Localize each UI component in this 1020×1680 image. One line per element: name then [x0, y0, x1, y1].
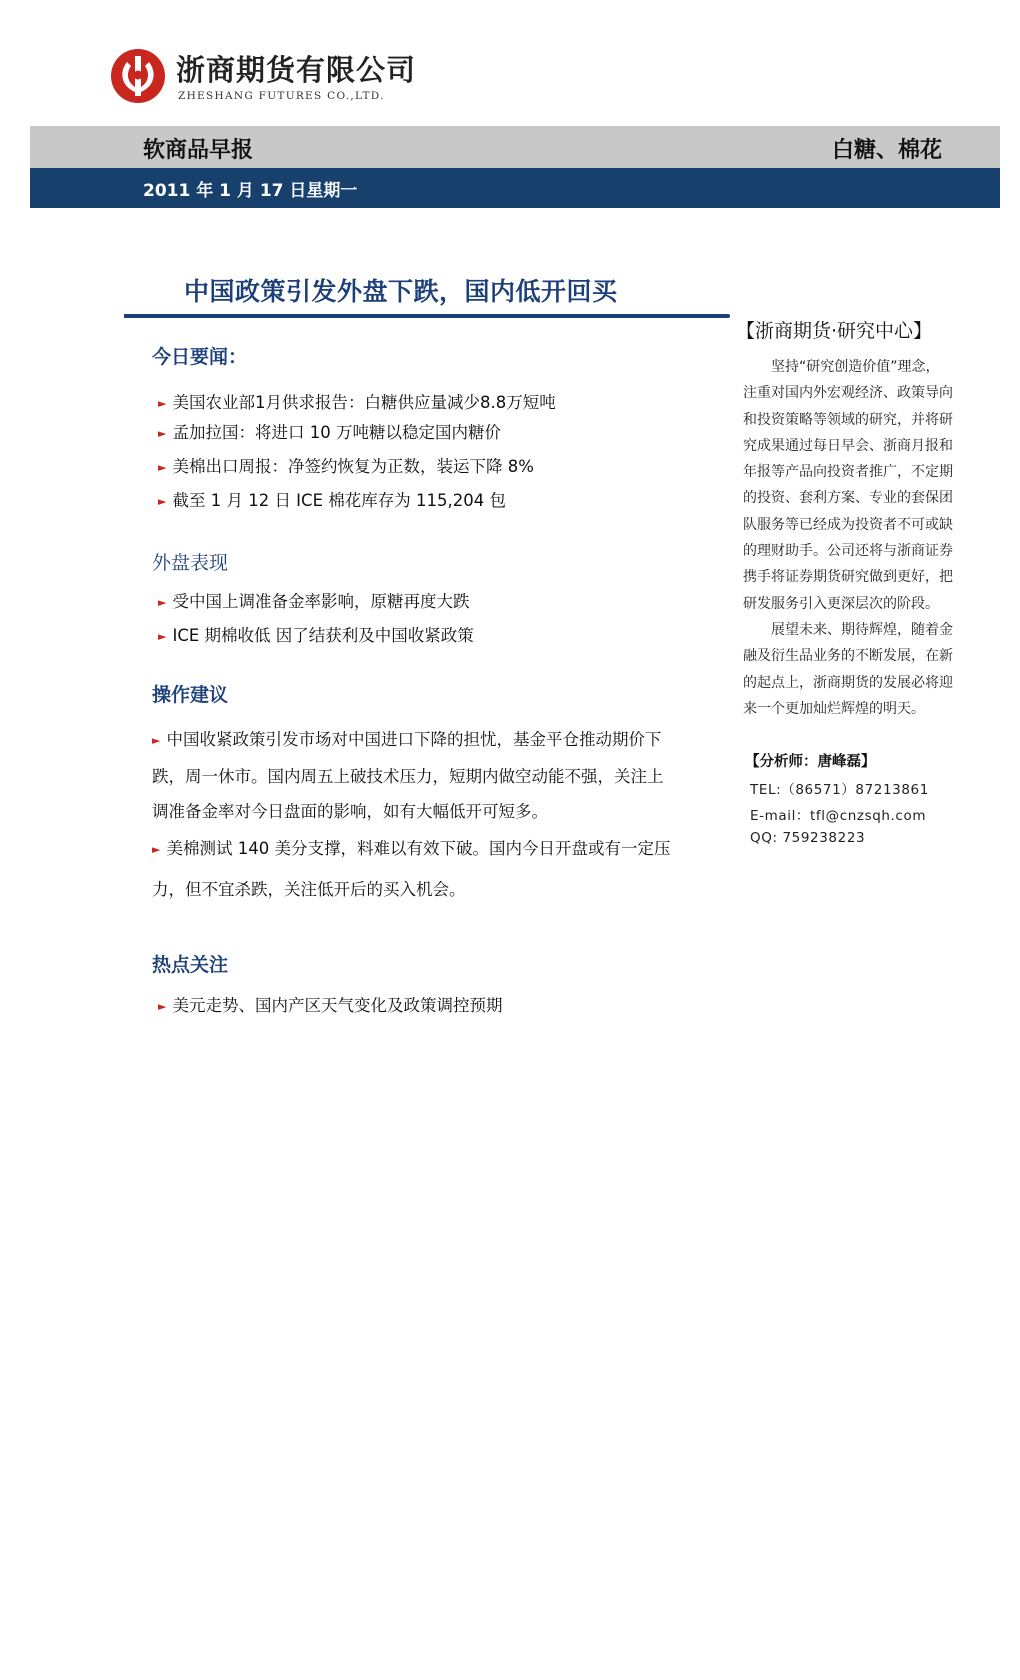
- header-blue-band: [30, 168, 1000, 208]
- company-logo-mark-icon: [110, 48, 166, 104]
- sidebar-line: 队服务等已经成为投资者不可或缺: [743, 516, 953, 533]
- external-item-text: ICE 期棉收低 因了结获利及中国收紧政策: [172, 626, 474, 645]
- sidebar-paragraph-1: [743, 354, 975, 617]
- list-item: [158, 992, 502, 1016]
- external-item-text: 受中国上调准备金率影响，原糖再度大跌: [172, 592, 470, 611]
- news-item-text: 美国农业部1月供求报告：白糖供应量减少8.8万短吨: [172, 393, 556, 412]
- section-title-news: 今日要闻：: [152, 346, 248, 368]
- headline-divider: [124, 314, 730, 318]
- list-item: [158, 487, 506, 511]
- bullet-arrow-icon: ►: [152, 734, 161, 747]
- bullet-arrow-icon: ►: [158, 461, 167, 474]
- sidebar-line: 融及衍生品业务的不断发展，在新: [743, 648, 953, 665]
- sidebar-line: 坚持“研究创造价值”理念，: [771, 359, 940, 375]
- list-item: [158, 588, 469, 612]
- sidebar-line: 年报等产品向投资者推广，不定期: [743, 464, 953, 481]
- analyst-qq: QQ: 759238223: [750, 830, 866, 846]
- section-title-advice: 操作建议: [152, 684, 229, 706]
- news-item-text: 美棉出口周报：净签约恢复为正数，装运下降 8%: [172, 457, 534, 476]
- bullet-arrow-icon: ►: [158, 596, 167, 609]
- advice-para2-line: [152, 829, 707, 870]
- analyst-email[interactable]: E-mail：tfl@cnzsqh.com: [750, 808, 927, 824]
- advice-para2-text: 美棉测试 140 美分支撑，料难以有效下破。国内今日开盘或有一定压: [166, 839, 671, 858]
- advice-paragraph-1: [152, 722, 707, 829]
- advice-para1-text: 中国收紧政策引发市场对中国进口下降的担忧，基金平仓推动期价下: [166, 730, 662, 749]
- analyst-tel: TEL:（86571）87213861: [750, 782, 929, 798]
- bullet-arrow-icon: ►: [158, 630, 167, 643]
- sidebar-line: 携手将证券期货研究做到更好，把: [743, 569, 953, 586]
- headline: 中国政策引发外盘下跌，国内低开回买: [184, 277, 618, 306]
- bullet-arrow-icon: ►: [158, 397, 167, 410]
- bullet-arrow-icon: ►: [152, 843, 161, 856]
- news-item-text: 孟加拉国：将进口 10 万吨糖以稳定国内糖价: [172, 423, 501, 442]
- advice-para1-line: [152, 722, 707, 759]
- sidebar-title: 【浙商期货·研究中心】: [736, 320, 933, 342]
- sidebar-line: 研发服务引入更深层次的阶段。: [743, 595, 939, 612]
- section-title-hot: 热点关注: [152, 954, 229, 976]
- list-item: [158, 389, 556, 413]
- list-item: [158, 622, 474, 646]
- report-commodities: 白糖、棉花: [831, 138, 942, 163]
- advice-paragraph-2: [152, 829, 707, 909]
- company-name-cn: 浙商期货有限公司: [176, 53, 417, 87]
- advice-para2-line: 力，但不宜杀跌，关注低开后的买入机会。: [152, 880, 466, 899]
- sidebar-line: 的投资、套利方案、专业的套保团: [743, 490, 953, 507]
- sidebar-line: 的起点上，浙商期货的发展必将迎: [743, 674, 953, 691]
- bullet-arrow-icon: ►: [158, 427, 167, 440]
- hot-item-text: 美元走势、国内产区天气变化及政策调控预期: [172, 996, 503, 1015]
- list-item: [158, 453, 534, 477]
- advice-para1-line: 跌，周一休市。国内周五上破技术压力，短期内做空动能不强，关注上: [152, 767, 664, 786]
- bullet-arrow-icon: ►: [158, 495, 167, 508]
- bullet-arrow-icon: ►: [158, 1000, 167, 1013]
- sidebar-line: 和投资策略等领域的研究，并将研: [743, 411, 953, 428]
- news-item-text: 截至 1 月 12 日 ICE 棉花库存为 115,204 包: [172, 491, 506, 510]
- sidebar-line: 注重对国内外宏观经济、政策导向: [743, 385, 953, 402]
- company-logo: [110, 46, 417, 108]
- sidebar-paragraph-2: [743, 617, 975, 722]
- header-gray-band: [30, 126, 1000, 168]
- advice-para1-line: 调准备金率对今日盘面的影响，如有大幅低开可短多。: [152, 802, 548, 821]
- sidebar-line: 究成果通过每日早会、浙商月报和: [743, 437, 953, 454]
- report-type: 软商品早报: [143, 138, 254, 163]
- list-item: [158, 419, 501, 443]
- company-name-en: ZHESHANG FUTURES CO.,LTD.: [178, 90, 385, 102]
- report-date: 2011 年 1 月 17 日星期一: [143, 181, 358, 201]
- sidebar-line: 的理财助手。公司还将与浙商证券: [743, 543, 953, 560]
- section-title-external: 外盘表现: [152, 552, 229, 574]
- sidebar-line: 展望未来、期待辉煌，随着金: [771, 622, 953, 638]
- sidebar-line: 来一个更加灿烂辉煌的明天。: [743, 700, 925, 717]
- analyst-title: 【分析师：唐峰磊】: [745, 754, 876, 770]
